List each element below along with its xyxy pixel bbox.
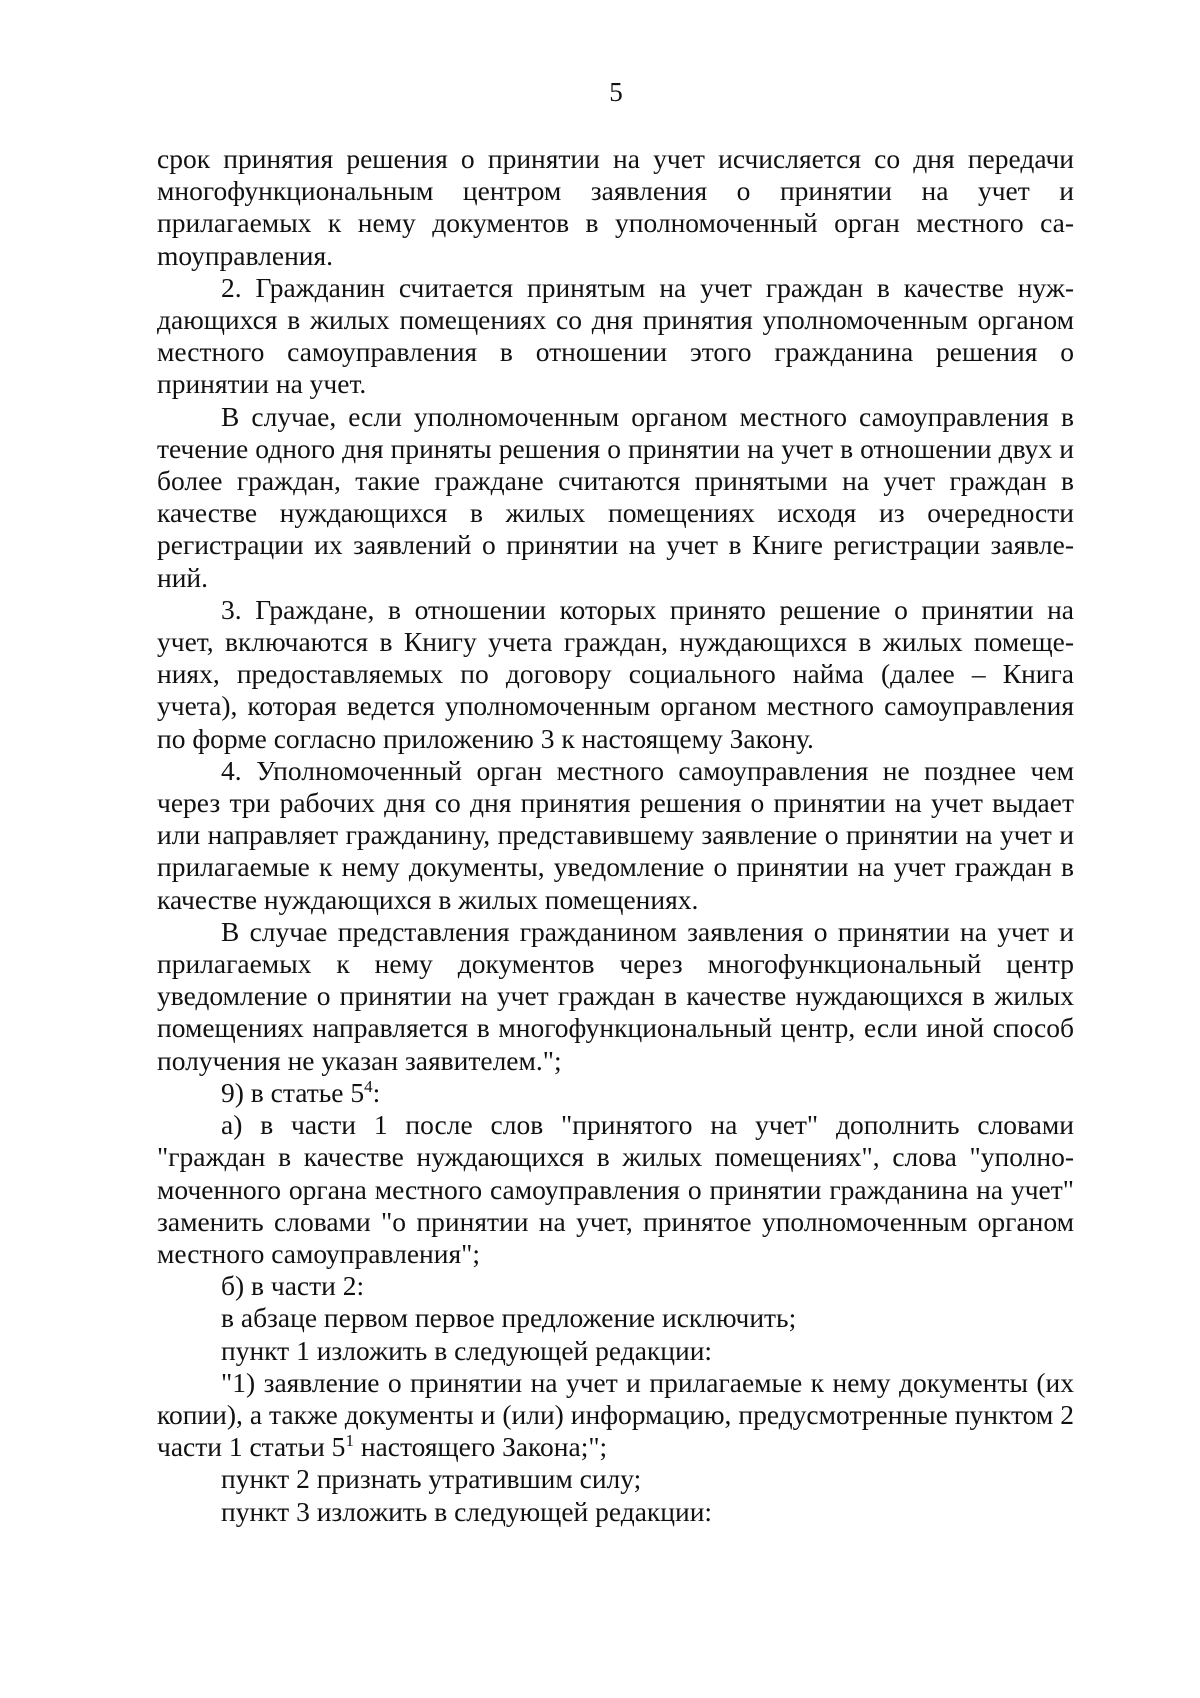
paragraph: пункт 3 изложить в следующей редакции: [221, 1495, 713, 1527]
paragraph: пункт 2 признать утратившим силу; [221, 1463, 642, 1495]
paragraph: "1) заявление о принятии на учет и прилагаемые к нему документы (их копии), а также документы и (или) информацию, предусмотренные пунктом 2 части 1 статьи $5^1$ настоящего Закона;"; [157, 1366, 1074, 1463]
page-number: 5 [609, 77, 623, 107]
paragraph-article-heading: 9) в статье $5^4$: [221, 1076, 381, 1108]
paragraph: В случае представления гражданином заявления о принятии на учет и прилагаемых к нему документов через многофункциональный центр уведомление о принятии на учет граждан в качестве нуждающихся в жилых помещениях направляется в многофункциональный центр, если иной способ получения не указан заявителем."; [157, 915, 1074, 1076]
paragraph: 3. Граждане, в отношении которых принято решение о принятии на учет, включаются в Книгу учета граждан, нуждающихся в жилых помещениях, предоставляемых по договору социального найма (далее – Книга учета), которая ведется уполномоченным органом местного самоуправления по форме согласно приложению 3 к настоящему Закону. [157, 593, 1074, 754]
paragraph: 4. Уполномоченный орган местного самоуправления не позднее чем через три рабочих дня со дня принятия решения о принятии на учет выдает или направляет гражданину, представившему заявление о принятии на учет и прилагаемые к нему документы, уведомление о принятии на учет граждан в качестве нуждающихся в жилых помещениях. [157, 754, 1074, 915]
paragraph: 2. Гражданин считается принятым на учет граждан в качестве нуждающихся в жилых помещениях со дня принятия уполномоченным органом местного самоуправления в отношении этого гражданина решения о принятии на учет. [157, 271, 1074, 400]
superscript: 1 [345, 1430, 354, 1450]
paragraph: в абзаце первом первое предложение исключить; [221, 1302, 797, 1334]
paragraph: пункт 1 изложить в следующей редакции: [221, 1334, 713, 1366]
paragraph: б) в части 2: [221, 1270, 365, 1302]
superscript: 4 [364, 1076, 373, 1096]
paragraph: а) в части 1 после слов "принятого на учет" дополнить словами "граждан в качестве нуждающихся в жилых помещениях", слова "уполномоченного органа местного самоуправления о принятии гражданина на учет" заменить словами "о принятии на учет, принятое уполномоченным органом местного самоуправления"; [157, 1109, 1074, 1269]
paragraph: В случае, если уполномоченным органом местного самоуправления в течение одного дня приняты решения о принятии на учет в отношении двух и более граждан, такие граждане считаются принятыми на учет граждан в качестве нуждающихся в жилых помещениях исходя из очередности регистрации их заявлений о принятии на учет в Книге регистрации заявлений. [157, 400, 1074, 593]
paragraph: срок принятия решения о принятии на учет исчисляется со дня передачи многофункциональным центром заявления о принятии на учет и прилагаемых к нему документов в уполномоченный орган местного саmоуправления. [157, 143, 1074, 271]
document-body [157, 143, 1074, 1528]
